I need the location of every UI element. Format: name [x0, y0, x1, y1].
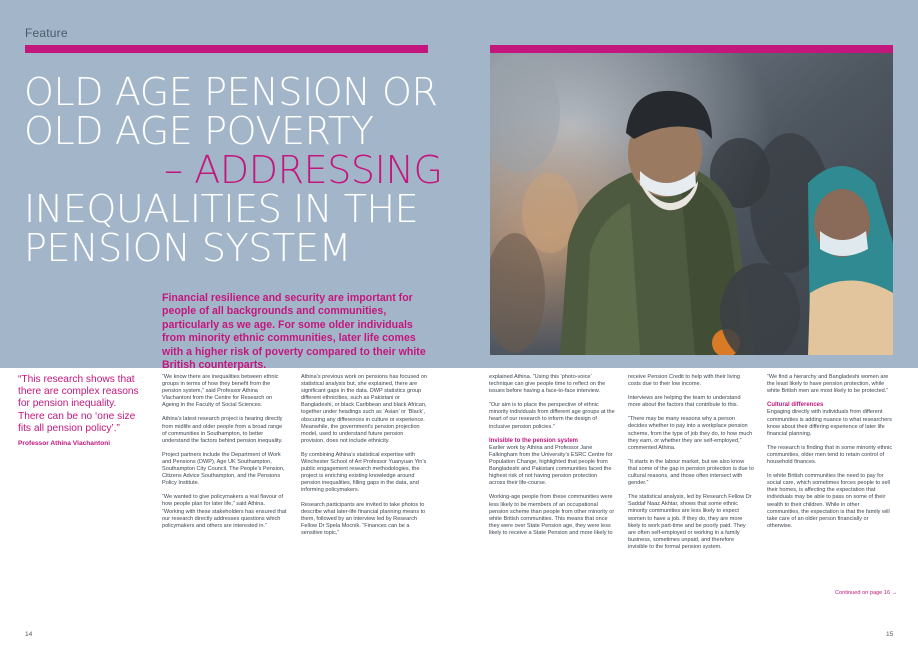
headline-line-4: INEQUALITIES IN THE	[24, 187, 419, 231]
headline-line-1: OLD AGE PENSION OR	[24, 70, 438, 114]
headline-line-3	[24, 148, 454, 192]
text-column-1	[162, 374, 288, 537]
column-5-paragraph-2: Engaging directly with individuals from different communities is adding nuance to what researchers know about their differing experience of later life financial planning.	[767, 409, 892, 437]
subheading-invisible: Invisible to the pension system	[489, 437, 579, 444]
column-2-paragraph-1: Athina’s previous work on pensions has focused on statistical analysis but, she explained, there are significant gaps in the data. DWP statistics group different ethnicities, such as Pakistani or Bangladeshi, or black Caribbean and black African, together under headings such as ‘Asian’ or ‘Black’, obscuring any differences in culture or experience. Meanwhile, the government’s pension projection model, used to understand future pension provision, does not include ethnicity.	[301, 374, 428, 444]
column-4-paragraph-5: The statistical analysis, led by Research Fellow Dr Saddaf Naaz Akhtar, shows that some ethnic minority communities are less likely to expect women to have a job. If they do, they are more likely to work part-time and be poorly paid. They are often self-employed or working in a family business, sometimes unpaid, and therefore invisible to the formal pension system.	[628, 494, 752, 550]
section-label: Feature	[25, 26, 68, 40]
headline-dash: –	[164, 148, 195, 192]
column-3-paragraph-4: Working-age people from these communities were less likely to be members of an occupational pension scheme than people from other minority or white British communities. This means that once they were over State Pension age, they were less likely to receive a State Pension and more likely to	[489, 494, 615, 536]
column-2-paragraph-3: Research participants are invited to take photos to describe what later-life financial planning means to them, followed by an interview led by Research Fellow Dr Spela Mocnik. “Finances can be a sensitive topic,”	[301, 501, 426, 536]
column-1-paragraph-3: Project partners include the Department of Work and Pensions (DWP), Age UK Southampton, Southampton City Council, The People’s Pension, Citizens Advice Southampton, and the Pensions Policy Institute.	[162, 451, 285, 487]
accent-bar-right	[490, 45, 893, 53]
column-5-paragraph-4: In white British communities the need to pay for social care, which sometimes forces people to sell their homes, is affecting the expectation that individuals may be able to pass on some of their wealth to their children. While in other communities, the expectation is that the family will take care of an older person financially or otherwise.	[767, 473, 891, 529]
column-1-paragraph-4: “We wanted to give policymakers a real flavour of how people plan for later life,” said Athina. “Working with these stakeholders has ensured that our research directly addresses questions which policymakers and others are interested in.”	[162, 494, 287, 529]
subheading-cultural: Cultural differences	[767, 402, 824, 409]
photo-image	[490, 53, 893, 355]
column-5-paragraph-1: “We find a hierarchy and Bangladeshi women are the least likely to have pension protection, while white British men are most likely to be protected.”	[767, 374, 889, 395]
intro-paragraph: Financial resilience and security are important for people of all backgrounds and communities, particularly as we age. For some older individuals from minority ethnic communities, later life comes with a higher risk of poverty compared to their white British counterparts.	[162, 292, 426, 372]
column-4-paragraph-2: Interviews are helping the team to understand more about the factors that contribute to this.	[628, 395, 741, 409]
column-3-paragraph-1: explained Athina. “Using this ‘photo-voice’ technique can give people time to reflect on the issues before having a face-to-face interview.	[489, 374, 606, 395]
column-4-paragraph-1: receive Pension Credit to help with their living costs due to their low income.	[628, 374, 740, 388]
column-3-paragraph-2: “Our aim is to place the perspective of ethnic minority individuals from different age groups at the heart of our research to inform the design of inclusive pension policies.”	[489, 402, 615, 430]
headline-line-5: PENSION SYSTEM	[24, 226, 351, 270]
column-4-paragraph-3: “There may be many reasons why a person decides whether to pay into a workplace pension scheme, from the type of job they do, to how much they earn, or whether they are self-employed,” commented Athina.	[628, 416, 753, 451]
column-1-paragraph-1: “We know there are inequalities between ethnic groups in terms of how they benefit from the pension system,” said Professor Athina Vlachantoni from the Centre for Research on Ageing in the Faculty of Social Sciences.	[162, 374, 279, 409]
headline-line-2: OLD AGE POVERTY	[24, 109, 374, 153]
page-number-left: 14	[25, 631, 33, 638]
feature-photo	[490, 53, 893, 355]
headline-accent: ADDRESSING	[194, 148, 443, 192]
continued-link[interactable]: Continued on page 16 →	[835, 590, 898, 596]
column-2-paragraph-2: By combining Athina’s statistical expertise with Winchester School of Art Professor Yuanyuan Yin’s public engagement research methodologies, the project is enriching existing knowledge around pension inequalities, filling gaps in the data, and informing policymakers.	[301, 451, 427, 494]
pull-quote-attribution: Professor Athina Vlachantoni	[18, 440, 111, 448]
headline	[24, 70, 454, 270]
column-3-paragraph-3: Earlier work by Athina and Professor Jane Falkingham from the University’s ESRC Centre for Population Change, highlighted that people from Bangladeshi and Pakistani communities faced the highest risk of not having pension protection across their life-course.	[489, 444, 613, 487]
text-column-4	[628, 374, 754, 558]
pull-quote	[18, 374, 143, 447]
text-column-5	[767, 374, 893, 537]
column-4-paragraph-4: “It starts in the labour market, but we also know that some of the gap in pension protection is due to cultural reasons, and those often intersect with gender.”	[628, 458, 754, 487]
text-column-2	[301, 374, 427, 544]
accent-bar-left	[25, 45, 428, 53]
page-number-right: 15	[886, 631, 894, 638]
pull-quote-text: “This research shows that there are complex reasons for pension inequality. There can be no ‘one size fits all pension policy’.”	[18, 374, 139, 434]
text-column-3	[489, 374, 615, 544]
column-5-paragraph-3: The research is finding that in some minority ethnic communities, older men tend to retain control of household finances.	[767, 444, 893, 466]
column-1-paragraph-2: Athina’s latest research project is hearing directly from midlife and older people from a broad range of communities in Southampton, to better understand the factors behind pension inequality.	[162, 416, 283, 444]
